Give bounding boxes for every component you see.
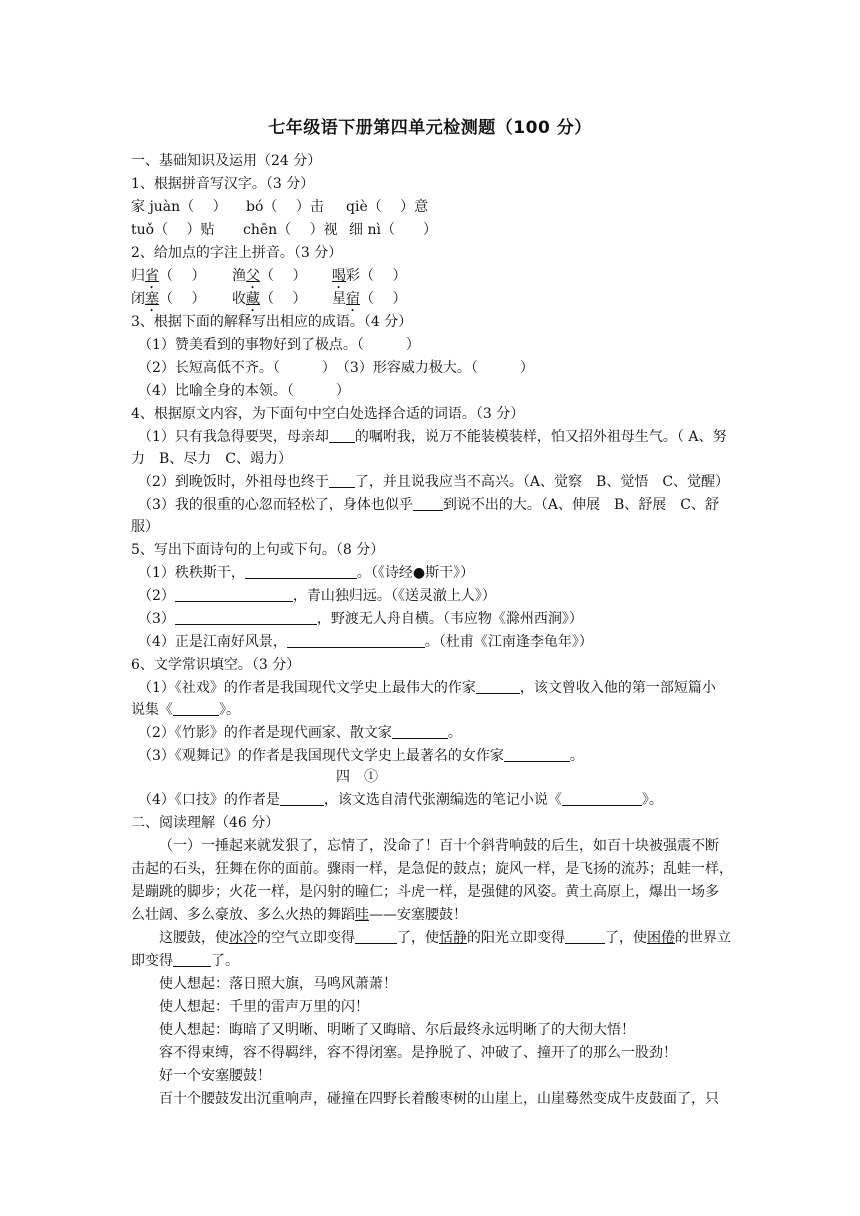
pinyin-item: bó（ ）击 xyxy=(246,199,324,215)
q3-item: （2）长短高低不齐。（ ） （3）形容威力极大。（ ） xyxy=(138,360,534,376)
answer-blank[interactable] xyxy=(413,496,443,511)
page-mark: 四 ① xyxy=(336,769,378,785)
q5-item-2: （2） ，青山独归远。（《送灵澈上人》） xyxy=(138,588,496,604)
dotted-word: 渔父（ ） xyxy=(232,268,307,284)
q6-item-3: （3）《观舞记》的作者是我国现代文学史上最著名的女作家 。 xyxy=(138,748,584,764)
pinyin-item: 细 nì（ ） xyxy=(349,222,437,238)
passage-line: （一）一捶起来就发狠了，忘情了，没命了！百十个斜背响鼓的后生，如百十块被强震不断 xyxy=(159,838,719,854)
q4-item-3-cont: 服） xyxy=(131,519,159,535)
section-1-header: 一、基础知识及运用（24 分） xyxy=(131,153,322,169)
passage-line: 么壮阔、多么豪放、多么火热的舞蹈哇——安塞腰鼓！ xyxy=(131,907,467,923)
pinyin-item: chēn（ ）视 xyxy=(243,222,338,238)
q4-item-1-cont: 力 B、尽力 C、竭力） xyxy=(131,451,292,467)
q1-label: 1、根据拼音写汉字。（3 分） xyxy=(131,176,315,192)
passage-line: 好一个安塞腰鼓！ xyxy=(159,1068,271,1084)
dotted-word: 收藏（ ） xyxy=(232,291,307,307)
dotted-word: 归省（ ） xyxy=(131,268,206,284)
pinyin-item: tuǒ（ ）贴 xyxy=(131,222,215,238)
q1-row-2 xyxy=(131,219,741,241)
passage-line: 使人想起：落日照大旗，马鸣风萧萧！ xyxy=(159,976,397,992)
passage-line: 是蹦跳的脚步；火花一样，是闪射的瞳仁；斗虎一样，是强健的风姿。黄土高原上，爆出一场多 xyxy=(131,884,719,900)
dotted-word: 星宿（ ） xyxy=(332,291,407,307)
answer-blank[interactable] xyxy=(329,473,355,488)
passage-line: 百十个腰鼓发出沉重响声，碰撞在四野长着酸枣树的山崖上，山崖蓦然变成牛皮鼓面了，只 xyxy=(159,1091,719,1107)
q5-item-1: （1）秩秩斯干， 。（《诗经●斯干》） xyxy=(138,565,475,581)
answer-blank[interactable] xyxy=(329,428,355,443)
passage-line: 使人想起：千里的雷声万里的闪！ xyxy=(159,999,369,1015)
q5-item-3: （3） ，野渡无人舟自横。（韦应物《滁州西涧》） xyxy=(138,611,583,627)
page-title: 七年级语下册第四单元检测题（100 分） xyxy=(268,118,592,138)
q4-item-3: （3）我的很重的心忽而轻松了，身体也似乎 到说不出的大。（A、伸展 B、舒展 C、舒 xyxy=(138,497,720,513)
q5-label: 5、写出下面诗句的上句或下句。（8 分） xyxy=(131,542,385,558)
passage-line: 这腰鼓，使冰冷的空气立即变得 了，使恬静的阳光立即变得 了，使困倦的世界立 xyxy=(159,930,731,946)
section-2-header: 二、阅读理解（46 分） xyxy=(131,815,280,831)
answer-blank[interactable] xyxy=(173,701,219,716)
q2-label: 2、给加点的字注上拼音。（3 分） xyxy=(131,245,343,261)
q6-label: 6、文学常识填空。（3 分） xyxy=(131,657,301,673)
q4-label: 4、根据原文内容，为下面句中空白处选择合适的词语。（3 分） xyxy=(131,406,525,422)
q3-item: （4）比喻全身的本领。（ ） xyxy=(138,383,350,399)
answer-blank[interactable] xyxy=(280,791,324,806)
answer-blank[interactable] xyxy=(175,610,317,625)
q5-item-4: （4）正是江南好风景， 。（杜甫《江南逢李龟年》） xyxy=(138,634,593,650)
q6-item-2: （2）《竹影》的作者是现代画家、散文家 。 xyxy=(138,725,462,741)
passage-line: 即变得 了。 xyxy=(131,953,239,969)
q4-item-1: （1）只有我急得要哭，母亲却 的嘱咐我，说万不能装模装样，怕又招外祖母生气。（ A、努 xyxy=(138,429,727,445)
answer-blank[interactable] xyxy=(392,724,448,739)
q2-row-2 xyxy=(131,288,741,310)
answer-blank[interactable] xyxy=(287,633,425,648)
dotted-word: 喝彩（ ） xyxy=(332,268,407,284)
q4-item-2: （2）到晚饭时，外祖母也终于 了，并且说我应当不高兴。（A、觉察 B、觉悟 C、觉醒） xyxy=(138,474,730,490)
answer-blank[interactable] xyxy=(562,791,642,806)
answer-blank[interactable] xyxy=(476,679,520,694)
q3-label: 3、根据下面的解释写出相应的成语。（4 分） xyxy=(131,314,413,330)
q6-item-1: （1）《社戏》的作者是我国现代文学史上最伟大的作家 ，该文曾收入他的第一部短篇小 xyxy=(138,680,716,696)
answer-blank[interactable] xyxy=(355,929,397,944)
answer-blank[interactable] xyxy=(175,587,293,602)
answer-blank[interactable] xyxy=(173,952,211,967)
q2-row-1 xyxy=(131,265,741,287)
q6-item-1-cont: 说集《 》。 xyxy=(131,702,240,718)
passage-line: 容不得束缚，容不得羁绊，容不得闭塞。是挣脱了、冲破了、撞开了的那么一股劲！ xyxy=(159,1045,677,1061)
pinyin-item: 家 juàn（ ） xyxy=(131,199,227,215)
q1-row-1 xyxy=(131,196,741,218)
q6-item-4: （4）《口技》的作者是 ，该文选自清代张潮编选的笔记小说《 》。 xyxy=(138,792,663,808)
answer-blank[interactable] xyxy=(245,564,357,579)
q3-item: （1）赞美看到的事物好到了极点。（ ） xyxy=(138,337,420,353)
dotted-word: 闭塞（ ） xyxy=(131,291,206,307)
passage-line: 击起的石头，狂舞在你的面前。骤雨一样，是急促的鼓点；旋风一样，是飞扬的流苏；乱蛙一样， xyxy=(131,861,733,877)
passage-line: 使人想起：晦暗了又明晰、明晰了又晦暗、尔后最终永远明晰了的大彻大悟！ xyxy=(159,1022,635,1038)
pinyin-item: qiè（ ）意 xyxy=(346,199,429,215)
answer-blank[interactable] xyxy=(565,929,605,944)
answer-blank[interactable] xyxy=(504,747,570,762)
